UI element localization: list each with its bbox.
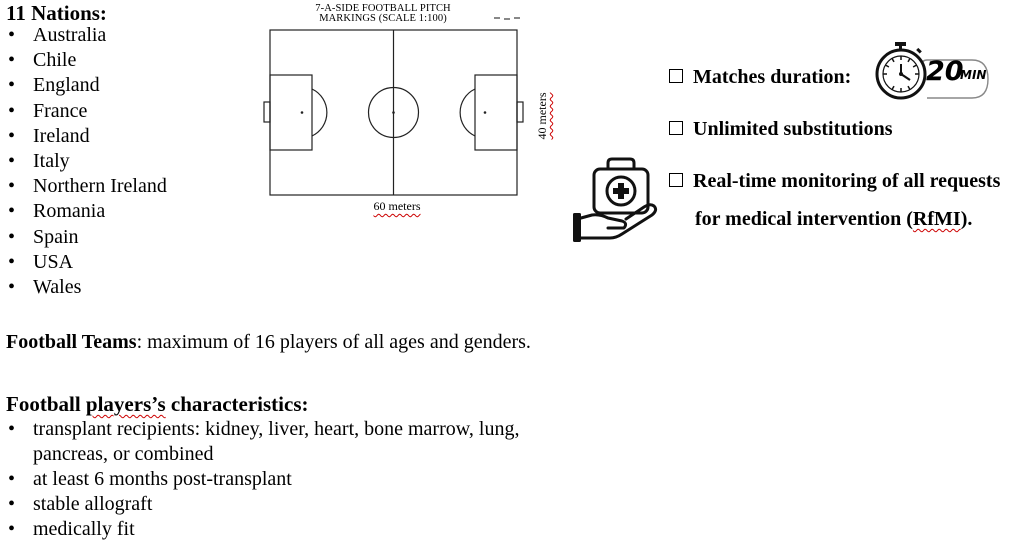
left-goal [264, 102, 270, 122]
timer-value: 20 [926, 56, 964, 87]
nations-list [7, 23, 167, 300]
monitoring-item [669, 170, 1000, 193]
teams-text: : maximum of 16 players of all ages and genders. [136, 331, 531, 353]
nation-list-item: • Italy [7, 149, 167, 174]
match-duration-item [669, 66, 851, 89]
pitch-diagram [260, 25, 535, 200]
left-penalty-area [270, 75, 312, 150]
nation-list-item: • France [7, 99, 167, 124]
monitoring-line2-pre: for medical intervention ( [695, 208, 913, 230]
nation-list-item: • Romania [7, 199, 167, 224]
center-spot [392, 111, 395, 114]
nation-list-item: • Northern Ireland [7, 174, 167, 199]
timer-unit: MIN [960, 68, 987, 82]
right-penalty-area [475, 75, 517, 150]
pitch-title-line2: MARKINGS (SCALE 1:100) [319, 13, 447, 24]
pitch-width-label [352, 199, 442, 214]
substitutions-item [669, 118, 893, 141]
left-penalty-arc [312, 89, 327, 136]
nation-list-item: • USA [7, 250, 167, 275]
checkbox-icon [669, 173, 683, 187]
medical-kit-hand-icon [570, 155, 662, 245]
pitch-title-line1: 7-A-SIDE FOOTBALL PITCH [315, 3, 451, 14]
teams-label: Football Teams [6, 331, 137, 353]
characteristic-list-item: • at least 6 months post-transplant [7, 467, 567, 492]
monitoring-line2 [695, 208, 972, 231]
characteristic-list-item: • medically fit [7, 517, 567, 542]
match-duration-text: Matches duration: [693, 66, 852, 88]
teams-paragraph [6, 331, 531, 354]
nation-list-item: • Chile [7, 48, 167, 73]
characteristics-title-pre: Football [6, 392, 86, 416]
characteristics-title-post: characteristics: [165, 392, 309, 416]
right-goal [517, 102, 523, 122]
pitch-width-text: 60 meters [373, 199, 421, 213]
characteristics-list [7, 417, 567, 542]
characteristic-list-item: • transplant recipients: kidney, liver, heart, bone marrow, lung, pancreas, or combined [7, 417, 567, 467]
monitoring-line1: Real-time monitoring of all requests [693, 170, 1001, 192]
characteristics-title [6, 392, 309, 417]
checkbox-icon [669, 121, 683, 135]
monitoring-abbr: RfMI [912, 208, 961, 230]
monitoring-line2-post: ). [960, 208, 973, 230]
pitch-height-label [535, 76, 551, 156]
characteristic-list-item: • stable allograft [7, 492, 567, 517]
nation-list-item: • England [7, 73, 167, 98]
right-penalty-arc [460, 89, 475, 136]
nation-list-item: • Australia [7, 23, 167, 48]
nation-list-item: • Wales [7, 275, 167, 300]
pitch-title [300, 4, 466, 24]
nations-title: 11 Nations: [6, 1, 107, 25]
characteristics-title-wavy: players’s [85, 392, 166, 416]
nation-list-item: • Ireland [7, 124, 167, 149]
pitch-height-text: 40 meters [535, 92, 549, 140]
pitch-dash-marks [490, 12, 524, 24]
nation-list-item: • Spain [7, 225, 167, 250]
right-penalty-spot [484, 111, 487, 114]
checkbox-icon [669, 69, 683, 83]
substitutions-text: Unlimited substitutions [693, 118, 893, 140]
left-penalty-spot [301, 111, 304, 114]
